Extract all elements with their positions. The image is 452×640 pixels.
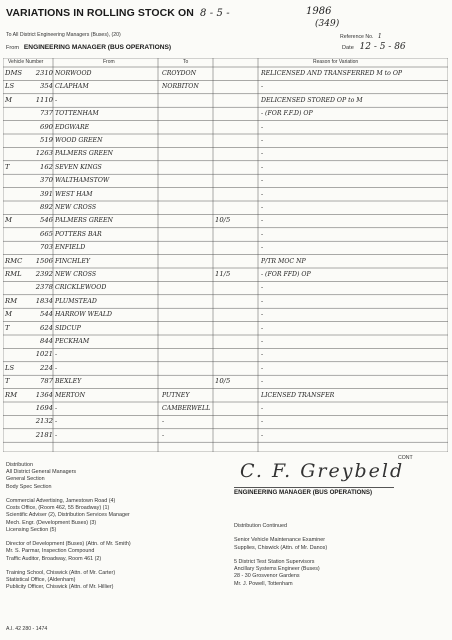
cell-from: PALMERS GREEN (55, 150, 113, 158)
distribution-line: Costs Office, (Room 462, 55 Broadway) (1) (6, 505, 110, 512)
distribution-line: Distribution (6, 462, 33, 468)
distribution-line (234, 552, 327, 559)
table-row (3, 80, 448, 93)
table-row (3, 201, 448, 214)
cell-from: POTTERS BAR (55, 230, 102, 238)
cell-number: 544 (40, 310, 53, 319)
distribution-line: Publicity Officer, Chiswick (Attn. of Mr. Hillier) (6, 584, 114, 591)
cell-from: CLAPHAM (55, 83, 89, 91)
distribution-line: Supplies, Chiswick (Attn. of Mr. Danos) (234, 544, 328, 551)
cell-prefix: M (5, 216, 12, 225)
cell-prefix: LS (5, 82, 15, 91)
table-row (3, 228, 448, 241)
to-line: To All District Engineering Managers (Buses), (20) (6, 32, 121, 38)
distribution-line: Mr. S. Parmar, Inspection Compound (6, 548, 95, 555)
distribution-line: Licensing Section (5) (6, 526, 57, 533)
cell-from: BEXLEY (55, 378, 82, 386)
distribution-line (6, 491, 131, 498)
cell-prefix: T (5, 377, 10, 386)
table-row (3, 94, 448, 107)
header-vehicle-number: Vehicle Number (8, 59, 44, 65)
distribution-line: General Section (6, 476, 45, 483)
cell-number: 1110 (35, 95, 53, 104)
cell-reason: - (261, 204, 264, 211)
distribution-line: Body Spec Section (6, 483, 52, 490)
distribution-line (6, 534, 131, 541)
cell-from: PALMERS GREEN (55, 217, 113, 225)
cell-to: CAMBERWELL (162, 405, 211, 412)
distribution-line: Mr. J. Powell, Tottenham (234, 580, 293, 587)
ref-code: (349) (315, 19, 340, 29)
cell-from: TOTTENHAM (55, 110, 99, 118)
cell-date: 10/5 (215, 377, 231, 386)
cell-number: 370 (40, 176, 53, 185)
cell-prefix: DMS (5, 69, 23, 77)
cell-from: PLUMSTEAD (55, 297, 97, 305)
cell-reason: - (261, 378, 264, 386)
cell-number: 787 (40, 377, 53, 386)
cell-reason: LICENSED TRANSFER (261, 391, 335, 399)
distribution-line: Traffic Auditor, Broadway, Room 461 (2) (6, 555, 102, 562)
cell-reason: - (261, 150, 264, 158)
distribution-line (6, 563, 131, 570)
table-row (3, 188, 448, 201)
distribution-line: Senior Vehicle Maintenance Examiner (234, 537, 326, 544)
cell-reason: DELICENSED STORED OP to M (261, 96, 363, 104)
cell-reason: - (261, 163, 264, 171)
table-row (3, 308, 448, 321)
cell-from: WOOD GREEN (55, 137, 103, 144)
cell-from: NEW CROSS (55, 204, 97, 211)
cell-from: NEW CROSS (55, 271, 97, 278)
table-row (3, 255, 448, 268)
table-row (3, 322, 448, 335)
cell-date: 11/5 (215, 270, 231, 278)
distribution-line: Director of Development (Buses) (Attn. of Mr. Smith) (6, 541, 131, 548)
cell-reason: - (261, 418, 264, 426)
cell-prefix: T (5, 323, 10, 332)
table-row (3, 402, 448, 415)
cell-reason: - (261, 364, 264, 372)
cell-reason: - (FOR F.F.D) OP (261, 110, 313, 118)
distribution-line: 5 District Test Station Supervisors (234, 558, 315, 565)
distribution-line: Scientific Adviser (2), Distribution Services Manager (6, 512, 130, 519)
cell-reason: - (261, 405, 264, 412)
cell-reason: P/TR MOC NP (261, 257, 306, 265)
signature-line (234, 487, 394, 488)
distribution-left (6, 462, 131, 592)
cell-reason: - (261, 244, 264, 252)
header-from: From (103, 59, 115, 65)
table-row (3, 147, 448, 160)
cell-prefix: LS (5, 363, 15, 372)
footer-code: A.I. 42 280 - 1474 (6, 626, 48, 632)
table-header-row (3, 58, 448, 66)
cell-from: - (55, 351, 58, 359)
cell-number: 665 (40, 229, 53, 238)
cell-to: - (162, 431, 165, 439)
distribution-line: Statistical Office, (Aldenham) (6, 577, 76, 584)
cell-prefix: RM (5, 390, 18, 399)
cell-reason: - (261, 284, 264, 292)
year: 1986 (306, 6, 332, 17)
cell-from: HARROW WEALD (55, 311, 112, 319)
cell-from: - (55, 96, 58, 104)
cell-reason: - (261, 177, 264, 185)
cell-from: ENFIELD (55, 244, 86, 252)
cell-number: 2378 (35, 283, 53, 292)
cell-number: 844 (40, 337, 53, 345)
cell-from: WALTHAMSTOW (55, 177, 110, 185)
header-reason: Reason for Variation (313, 59, 359, 65)
cell-reason: - (261, 338, 264, 345)
cell-from: - (55, 405, 58, 412)
cell-number: 1506 (35, 256, 53, 265)
table-row (3, 174, 448, 187)
cell-prefix: RML (5, 270, 22, 278)
sign-title: ENGINEERING MANAGER (BUS OPERATIONS) (234, 489, 373, 496)
cell-number: 737 (40, 109, 53, 118)
cell-from: - (55, 431, 58, 439)
cell-reason: - (261, 351, 264, 359)
table-row (3, 121, 448, 134)
cell-number: 1263 (35, 149, 53, 158)
cell-prefix: M (5, 310, 12, 319)
cell-number: 546 (40, 216, 53, 225)
cell-reason: - (261, 123, 264, 131)
table-row (3, 214, 448, 227)
table-row (3, 281, 448, 294)
cell-reason: - (261, 137, 264, 144)
cell-date: 10/5 (215, 216, 231, 225)
cell-reason: - (FOR FFD) OP (261, 271, 311, 278)
cell-from: WEST HAM (55, 190, 93, 198)
cell-prefix: RM (5, 296, 18, 305)
distribution-right (234, 523, 327, 588)
document-title: VARIATIONS IN ROLLING STOCK ON 8 - 5 - (6, 7, 230, 19)
cell-number: 1834 (35, 296, 53, 305)
cell-from: NORWOOD (55, 70, 92, 77)
cell-prefix: T (5, 162, 10, 171)
cell-number: 690 (40, 122, 53, 131)
cell-to: NORBITON (162, 83, 199, 91)
cell-reason: - (261, 217, 264, 225)
cell-number: 1364 (35, 390, 53, 399)
table-row (3, 295, 448, 308)
cell-reason: - (261, 324, 264, 332)
distribution-line: Mech. Engr. (Development Buses) (3) (6, 519, 97, 526)
cell-number: 2181 (35, 430, 53, 439)
cell-prefix: M (5, 95, 12, 104)
cell-reason: - (261, 83, 264, 91)
cell-from: - (55, 418, 58, 426)
cell-number: 1021 (35, 350, 53, 359)
cell-number: 624 (40, 323, 53, 332)
signature: C. F. Greybeld (240, 460, 405, 482)
cell-number: 391 (40, 189, 53, 198)
cell-reason: - (261, 230, 264, 238)
distribution-line: 28 - 30 Grosvenor Gardens (234, 573, 300, 580)
cell-number: 2310 (35, 69, 53, 77)
cell-number: 1694 (35, 404, 53, 412)
variations-table (3, 58, 448, 452)
cell-reason: - (261, 297, 264, 305)
cell-number: 2132 (35, 417, 53, 426)
distribution-line: Ancillary Systems Engineer (Buses) (234, 566, 320, 573)
table-row (3, 268, 448, 281)
table-row (3, 134, 448, 147)
reference-label: Reference No. 1 (340, 33, 382, 40)
cell-number: 892 (40, 203, 53, 211)
cell-number: 519 (40, 136, 53, 144)
cell-prefix: RMC (5, 256, 23, 265)
cell-to: CROYDON (162, 70, 196, 77)
table-row (3, 348, 448, 361)
cell-number: 703 (40, 243, 53, 252)
distribution-line: Distribution Continued (234, 523, 288, 529)
cell-from: PECKHAM (55, 338, 90, 345)
cont-label: CONT (398, 455, 413, 461)
date-line: Date 12 - 5 - 86 (342, 42, 406, 52)
cell-to: - (162, 418, 165, 426)
cell-number: 224 (40, 363, 53, 372)
header-to: To (183, 59, 189, 65)
cell-from: MERTON (55, 391, 86, 399)
table-row (3, 161, 448, 174)
cell-number: 2392 (35, 270, 53, 278)
cell-from: SEVEN KINGS (55, 163, 102, 171)
cell-from: - (55, 364, 58, 372)
table-row (3, 241, 448, 254)
distribution-line: Training School, Chiswick (Attn. of Mr. Carter) (6, 570, 116, 576)
cell-from: FINCHLEY (55, 257, 90, 265)
cell-from: SIDCUP (55, 324, 81, 332)
table-row (3, 67, 448, 80)
cell-number: 162 (40, 162, 53, 171)
table-row (3, 389, 448, 402)
cell-from: EDGWARE (55, 123, 90, 131)
cell-reason: - (261, 431, 264, 439)
cell-reason: - (261, 190, 264, 198)
table-row (3, 362, 448, 375)
cell-reason: RELICENSED AND TRANSFERRED M to OP (261, 70, 403, 77)
cell-reason: - (261, 311, 264, 319)
title-date: 8 - 5 - (199, 8, 230, 19)
table-row (3, 107, 448, 120)
table-row (3, 415, 448, 428)
from-line: From ENGINEERING MANAGER (BUS OPERATIONS) (6, 44, 172, 51)
cell-number: 354 (40, 82, 53, 91)
distribution-line: All District General Managers (6, 469, 77, 476)
table-row (3, 375, 448, 388)
cell-to: PUTNEY (162, 391, 190, 399)
cell-from: CRICKLEWOOD (55, 284, 107, 292)
table-row (3, 429, 448, 442)
distribution-line: Commercial Advertising, Jamestown Road (4) (6, 498, 116, 504)
distribution-line (234, 530, 327, 537)
table-row (3, 335, 448, 348)
